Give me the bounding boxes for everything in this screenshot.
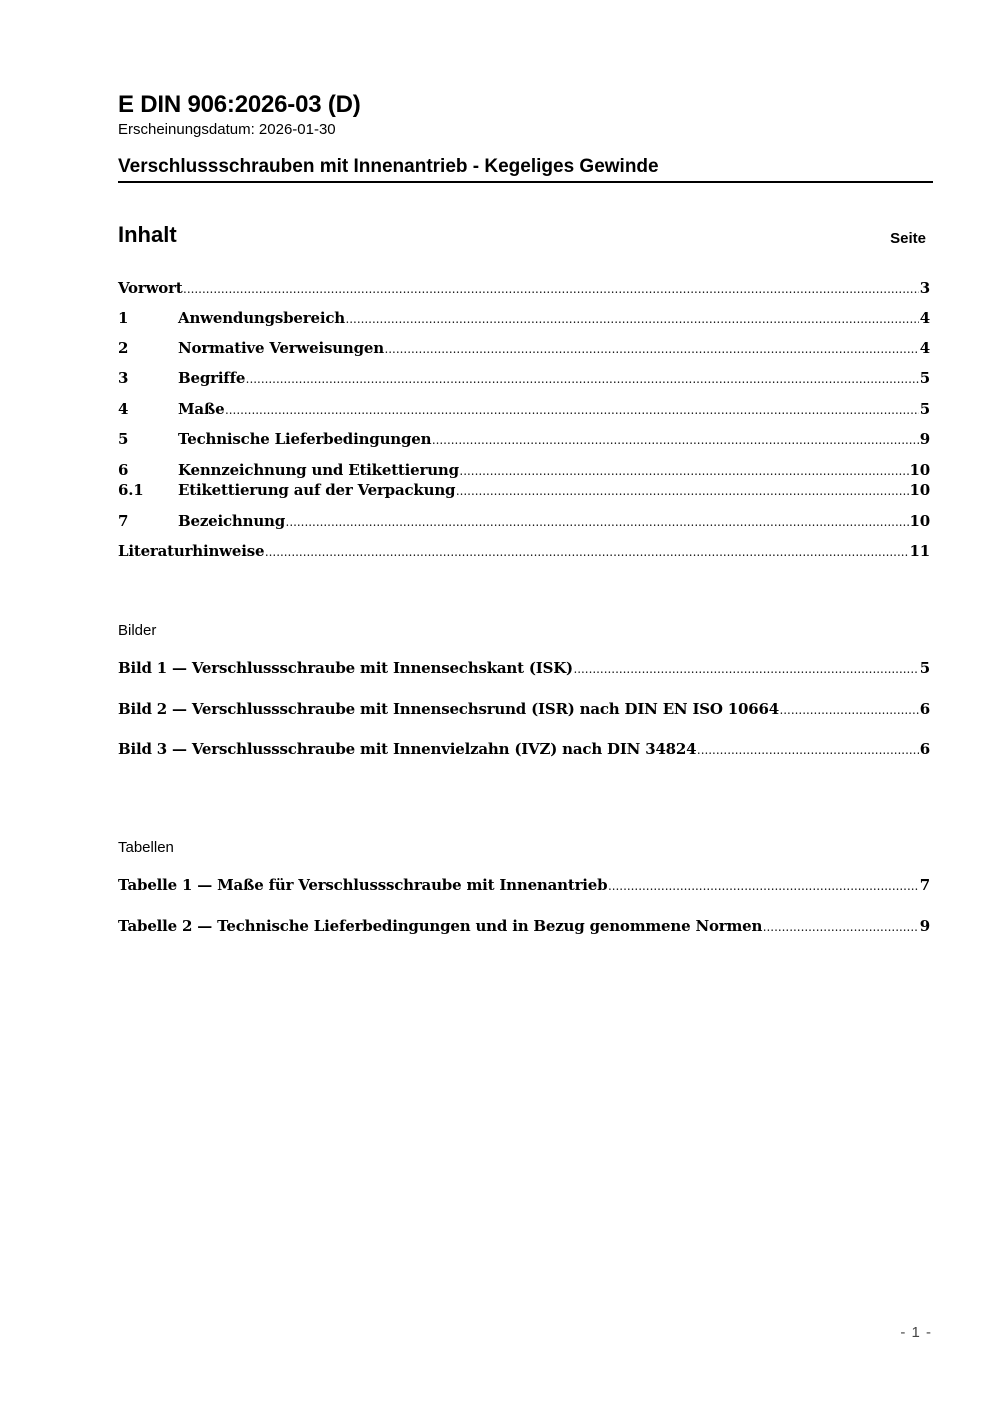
toc-entry-title: Normative Verweisungen bbox=[178, 339, 384, 357]
table-entry-1[interactable] bbox=[118, 876, 930, 898]
figure-entry-title: Bild 1 — Verschlussschraube mit Innensechskant (ISK) bbox=[118, 659, 573, 677]
figure-entry-2[interactable] bbox=[118, 700, 930, 722]
figure-entry-title: Bild 2 — Verschlussschraube mit Innensechsrund (ISR) nach DIN EN ISO 10664 bbox=[118, 700, 779, 718]
toc-page-column-label: Seite bbox=[890, 230, 926, 247]
toc-entry-page: 5 bbox=[919, 369, 930, 387]
toc-entry-7[interactable] bbox=[118, 512, 930, 534]
figures-heading: Bilder bbox=[118, 622, 157, 639]
toc-leader-dots bbox=[385, 339, 919, 357]
toc-entry-number: 3 bbox=[118, 369, 129, 387]
toc-leader-dots bbox=[456, 481, 908, 499]
toc-leader-dots bbox=[763, 917, 919, 935]
toc-entry-page: 9 bbox=[919, 430, 930, 448]
toc-leader-dots bbox=[574, 659, 919, 677]
toc-entry-page: 4 bbox=[919, 309, 930, 327]
toc-entry-page: 11 bbox=[909, 542, 930, 560]
toc-entry-3[interactable] bbox=[118, 369, 930, 391]
document-title: E DIN 906:2026-03 (D) bbox=[118, 91, 361, 118]
toc-leader-dots bbox=[608, 876, 918, 894]
toc-leader-dots bbox=[286, 512, 908, 530]
toc-entry-title: Maße bbox=[178, 400, 225, 418]
toc-leader-dots bbox=[780, 700, 919, 718]
page-number: - 1 - bbox=[900, 1324, 932, 1341]
toc-entry-4[interactable] bbox=[118, 400, 930, 422]
toc-entry-page: 10 bbox=[909, 512, 930, 530]
figure-entry-title: Bild 3 — Verschlussschraube mit Innenvielzahn (IVZ) nach DIN 34824 bbox=[118, 740, 697, 758]
toc-entry-number: 4 bbox=[118, 400, 129, 418]
document-header bbox=[118, 90, 933, 183]
toc-entry-6[interactable] bbox=[118, 461, 930, 483]
figure-entry-3[interactable] bbox=[118, 740, 930, 762]
toc-entry-number: 5 bbox=[118, 430, 129, 448]
table-entry-title: Tabelle 2 — Technische Lieferbedingungen und in Bezug genommene Normen bbox=[118, 917, 763, 935]
toc-heading bbox=[118, 222, 930, 252]
toc-leader-dots bbox=[432, 430, 918, 448]
toc-leader-dots bbox=[697, 740, 918, 758]
toc-leader-dots bbox=[246, 369, 919, 387]
toc-entry-number: 6 bbox=[118, 461, 129, 479]
toc-entry-page: 10 bbox=[909, 481, 930, 499]
table-entry-page: 9 bbox=[919, 917, 930, 935]
toc-entry-number: 2 bbox=[118, 339, 129, 357]
toc-entry-title: Kennzeichnung und Etikettierung bbox=[178, 461, 459, 479]
toc-entry-title: Etikettierung auf der Verpackung bbox=[178, 481, 456, 499]
table-entry-page: 7 bbox=[919, 876, 930, 894]
toc-entry-vorwort[interactable] bbox=[118, 279, 930, 301]
toc-entry-page: 4 bbox=[919, 339, 930, 357]
figure-entry-page: 6 bbox=[919, 700, 930, 718]
figure-entry-page: 6 bbox=[919, 740, 930, 758]
toc-entry-number: 6.1 bbox=[118, 481, 144, 499]
toc-title: Inhalt bbox=[118, 222, 177, 247]
toc-entry-literaturhinweise[interactable] bbox=[118, 542, 930, 564]
toc-entry-6-1[interactable] bbox=[118, 481, 930, 503]
tables-heading: Tabellen bbox=[118, 839, 174, 856]
toc-entry-title: Begriffe bbox=[178, 369, 246, 387]
toc-leader-dots bbox=[460, 461, 909, 479]
figure-entry-1[interactable] bbox=[118, 659, 930, 681]
toc-leader-dots bbox=[265, 542, 908, 560]
figure-entry-page: 5 bbox=[919, 659, 930, 677]
toc-entry-title: Anwendungsbereich bbox=[178, 309, 345, 327]
toc-entry-title: Bezeichnung bbox=[178, 512, 286, 530]
toc-entry-1[interactable] bbox=[118, 309, 930, 331]
toc-entry-page: 3 bbox=[919, 279, 930, 297]
toc-leader-dots bbox=[346, 309, 919, 327]
toc-entry-title: Vorwort bbox=[118, 279, 183, 297]
table-entry-2[interactable] bbox=[118, 917, 930, 939]
toc-entry-number: 7 bbox=[118, 512, 129, 530]
toc-entry-title: Technische Lieferbedingungen bbox=[178, 430, 432, 448]
toc-leader-dots bbox=[225, 400, 918, 418]
toc-leader-dots bbox=[184, 279, 919, 297]
table-entry-title: Tabelle 1 — Maße für Verschlussschraube mit Innenantrieb bbox=[118, 876, 608, 894]
toc-entry-2[interactable] bbox=[118, 339, 930, 361]
toc-entry-number: 1 bbox=[118, 309, 129, 327]
publication-date: Erscheinungsdatum: 2026-01-30 bbox=[118, 121, 336, 138]
toc-entry-page: 5 bbox=[919, 400, 930, 418]
toc-entry-5[interactable] bbox=[118, 430, 930, 452]
toc-entry-title: Literaturhinweise bbox=[118, 542, 265, 560]
document-subtitle: Verschlussschrauben mit Innenantrieb - Kegeliges Gewinde bbox=[118, 155, 933, 183]
toc-entry-page: 10 bbox=[909, 461, 930, 479]
